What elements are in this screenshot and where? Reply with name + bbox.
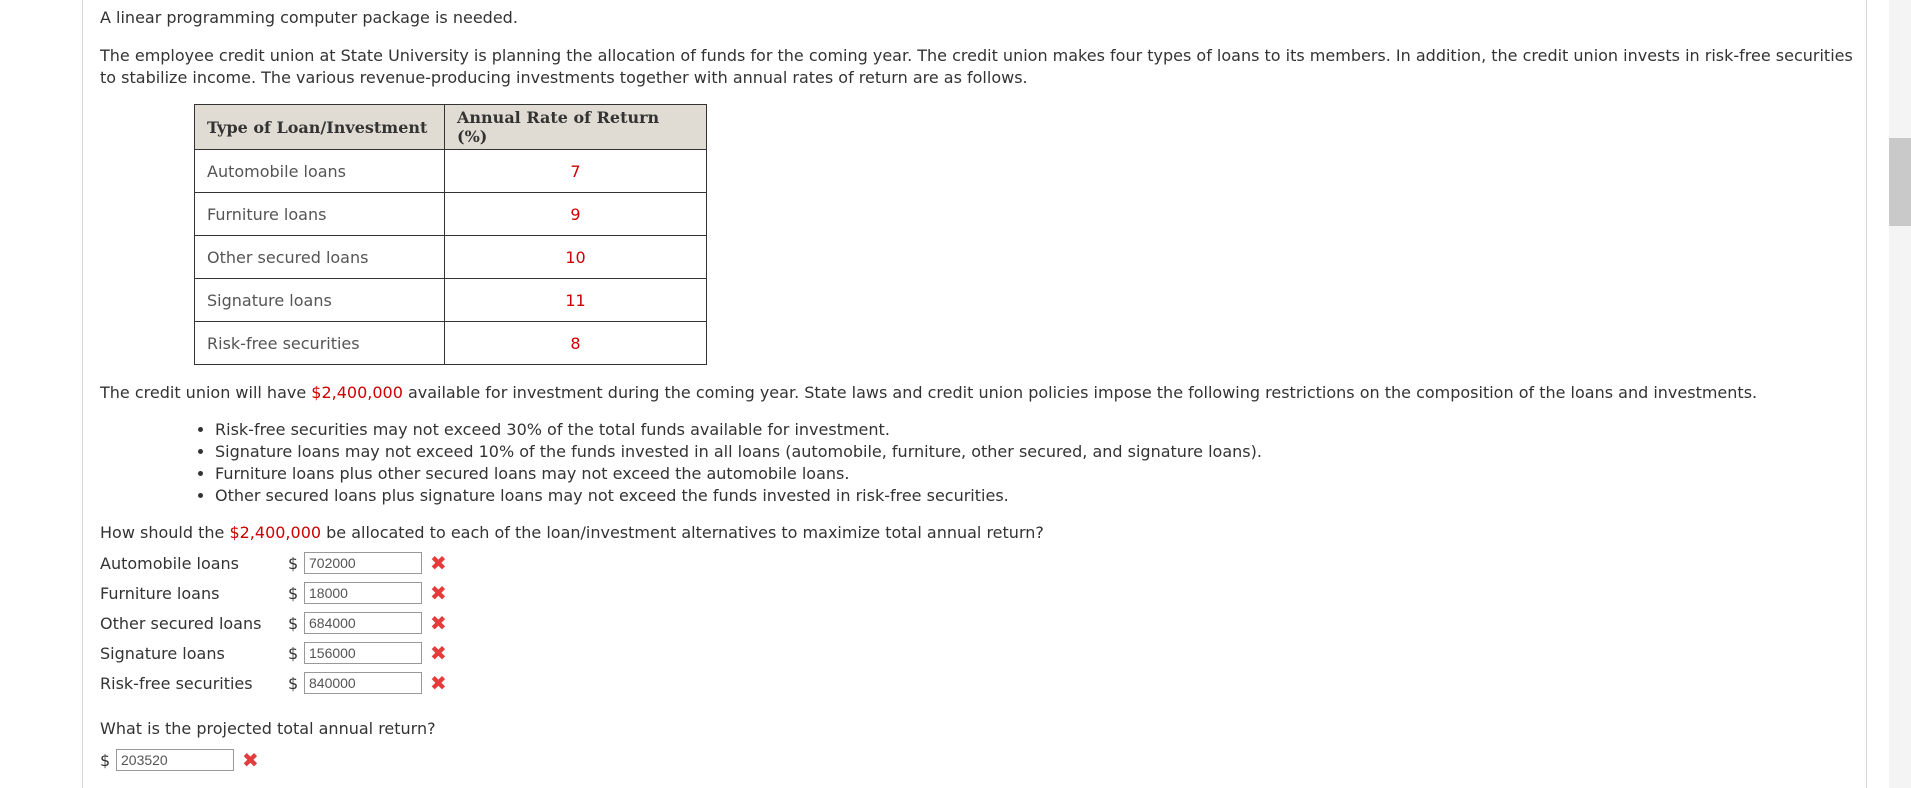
x-mark-icon: ✖ [430,611,447,635]
signature-loans-input[interactable] [304,642,422,664]
allocation-question [100,522,1044,544]
availability-suffix: available for investment during the coming year. State laws and credit union policies impose the following restrictions on the composition of the loans and investments. [402,383,1758,402]
question-suffix: be allocated to each of the loan/investment alternatives to maximize total annual return? [321,523,1044,542]
total-return-input[interactable] [116,749,234,771]
header-type: Type of Loan/Investment [195,105,445,150]
loan-type-cell: Signature loans [195,279,445,322]
question-prefix: How should the [100,523,230,542]
other-secured-loans-input[interactable] [304,612,422,634]
scrollbar-thumb[interactable] [1889,138,1911,226]
restriction-item: • Risk-free securities may not exceed 30% of the total funds available for investment. [215,419,1262,441]
allocation-row-risk-free [100,669,447,697]
table-row [195,150,707,193]
x-mark-icon: ✖ [430,581,447,605]
rate-cell: 9 [445,193,707,236]
x-mark-icon: ✖ [242,748,259,772]
total-return-row [100,746,259,774]
allocation-label: Other secured loans [100,613,262,633]
x-mark-icon: ✖ [430,671,447,695]
restrictions-list [190,419,1262,507]
rate-cell: 7 [445,150,707,193]
total-return-question: What is the projected total annual return? [100,719,436,738]
restriction-item: • Signature loans may not exceed 10% of the funds invested in all loans (automobile, furniture, other secured, and signature loans). [215,441,1262,463]
loan-type-cell: Automobile loans [195,150,445,193]
table-row [195,322,707,365]
currency-symbol: $ [100,750,111,770]
allocation-label: Signature loans [100,643,225,663]
problem-description: The employee credit union at State University is planning the allocation of funds for the coming year. The credit union makes four types of loans to its members. In addition, the credit union invests in risk-free securities to stabilize income. The various revenue-producing investments together with annual rates of return are as follows. [100,46,1853,87]
rates-table [194,104,707,365]
content-right-border [1866,0,1867,788]
allocation-row-other-secured [100,609,447,637]
table-header-row [195,105,707,150]
currency-symbol: $ [288,553,299,573]
allocation-row-furniture [100,579,447,607]
currency-symbol: $ [288,673,299,693]
allocation-label: Risk-free securities [100,673,253,693]
availability-text [100,382,1757,404]
rate-cell: 11 [445,279,707,322]
currency-symbol: $ [288,613,299,633]
loan-type-cell: Other secured loans [195,236,445,279]
automobile-loans-input[interactable] [304,552,422,574]
allocation-label: Automobile loans [100,553,240,573]
intro-text: A linear programming computer package is needed. [100,8,518,27]
restriction-item: • Furniture loans plus other secured loans may not exceed the automobile loans. [215,463,1262,485]
x-mark-icon: ✖ [430,641,447,665]
rate-cell: 10 [445,236,707,279]
furniture-loans-input[interactable] [304,582,422,604]
currency-symbol: $ [288,643,299,663]
question-amount: $2,400,000 [229,523,322,542]
table-row [195,236,707,279]
allocation-label: Furniture loans [100,583,220,603]
availability-prefix: The credit union will have [100,383,312,402]
allocation-row-automobile [100,549,447,577]
table-row [195,279,707,322]
available-amount: $2,400,000 [311,383,403,402]
content-left-border [82,0,83,788]
loan-type-cell: Risk-free securities [195,322,445,365]
restriction-item: • Other secured loans plus signature loans may not exceed the funds invested in risk-free securities. [215,485,1262,507]
allocation-row-signature [100,639,447,667]
currency-symbol: $ [288,583,299,603]
loan-type-cell: Furniture loans [195,193,445,236]
header-rate: Annual Rate of Return (%) [445,105,707,150]
x-mark-icon: ✖ [430,551,447,575]
vertical-scrollbar[interactable] [1889,0,1911,788]
risk-free-securities-input[interactable] [304,672,422,694]
table-row [195,193,707,236]
rate-cell: 8 [445,322,707,365]
